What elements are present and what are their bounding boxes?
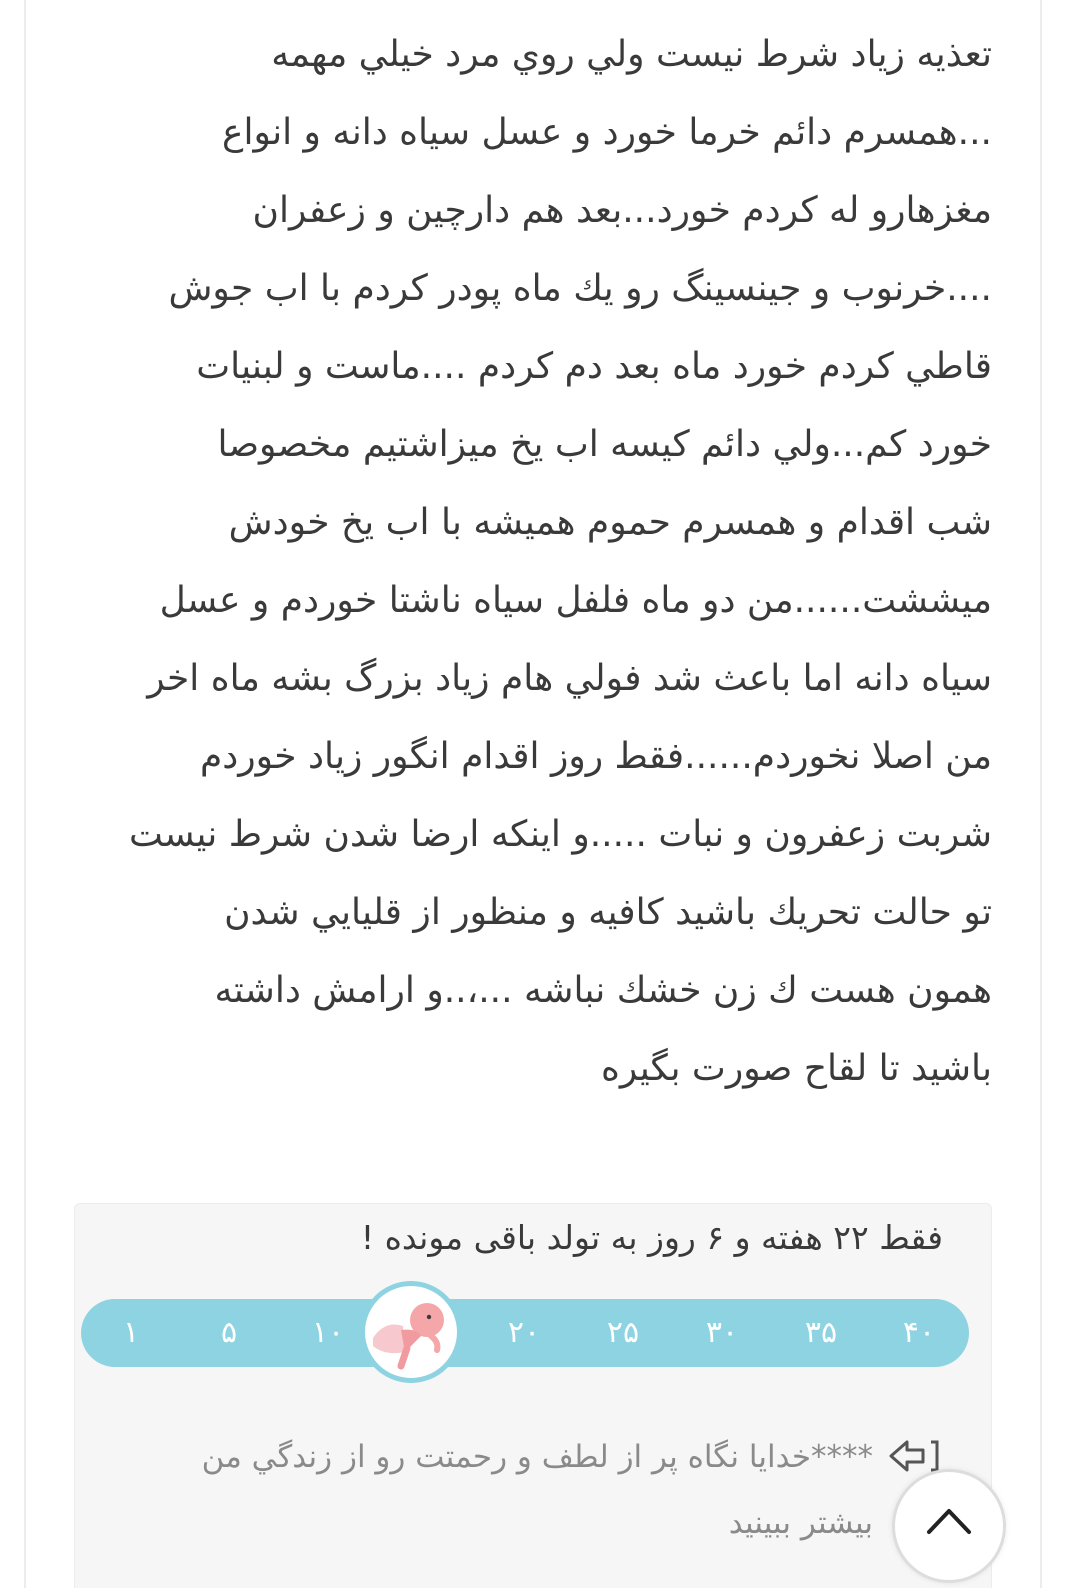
post-line: ....خرنوب و جينسينگ رو يك ماه پودر كردم با اب جوش xyxy=(168,268,992,309)
sign-in-arrow-icon xyxy=(887,1436,941,1476)
week-tick-label: ۱۰ xyxy=(311,1315,345,1350)
post-line: من اصلا نخوردم......فقط روز اقدام انگور زياد خوردم xyxy=(199,736,992,777)
week-tick-label: ۳۵ xyxy=(804,1315,838,1350)
post-line: سياه دانه اما باعث شد فولي هام زياد بزرگ بشه ماه اخر xyxy=(147,658,992,699)
week-tick-label: ۱ xyxy=(122,1315,140,1350)
baby-icon xyxy=(360,1281,462,1383)
chevron-up-icon xyxy=(926,1506,972,1536)
post-line: ...همسرم دائم خرما خورد و عسل سياه دانه و انواع xyxy=(222,112,992,153)
see-more-link[interactable]: بیشتر ببینید xyxy=(728,1505,873,1541)
birth-countdown-text: فقط ۲۲ هفته و ۶ روز به تولد باقی مونده ! xyxy=(360,1218,943,1257)
post-line: شربت زعفرون و نبات .....و اينكه ارضا شدن شرط نيست xyxy=(128,814,992,855)
post-line: شب اقدام و همسرم حموم هميشه با اب يخ خودش xyxy=(228,502,992,543)
week-tick-label: ۵ xyxy=(220,1315,238,1350)
week-tick-label: ۴۰ xyxy=(902,1315,936,1350)
signature-line: ****خدايا نگاه پر از لطف و رحمتت رو از زندگي من xyxy=(201,1439,873,1475)
user-signature-box xyxy=(74,1203,992,1588)
post-line: مغزهارو له كردم خورد...بعد هم دارچين و زعفران xyxy=(252,190,992,231)
week-tick-label: ۲۰ xyxy=(507,1315,541,1350)
post-line: قاطي كردم خورد ماه بعد دم كردم ....ماست و لبنيات xyxy=(196,346,992,387)
week-tick-label: ۲۵ xyxy=(606,1315,640,1350)
post-line: خورد كم...ولي دائم كيسه اب يخ ميزاشتيم مخصوصا xyxy=(217,424,992,465)
post-body xyxy=(90,16,992,1108)
post-line: باشيد تا لقاح صورت بگيره xyxy=(601,1048,992,1089)
week-tick-label: ۳۰ xyxy=(705,1315,739,1350)
scroll-to-top-button[interactable] xyxy=(892,1469,1006,1583)
signature-text xyxy=(113,1424,873,1556)
post-line: ميششت......من دو ماه فلفل سياه ناشتا خوردم و عسل xyxy=(159,580,992,621)
post-line: تعذيه زياد شرط نيست ولي روي مرد خيلي مهمه xyxy=(271,34,992,75)
pregnancy-progress-bar xyxy=(81,1299,969,1367)
post-line: تو حالت تحريك باشيد كافيه و منظور از قليايي شدن xyxy=(224,892,992,933)
post-line: همون هست ك زن خشك نباشه ...،..و ارامش داشته xyxy=(214,970,992,1011)
